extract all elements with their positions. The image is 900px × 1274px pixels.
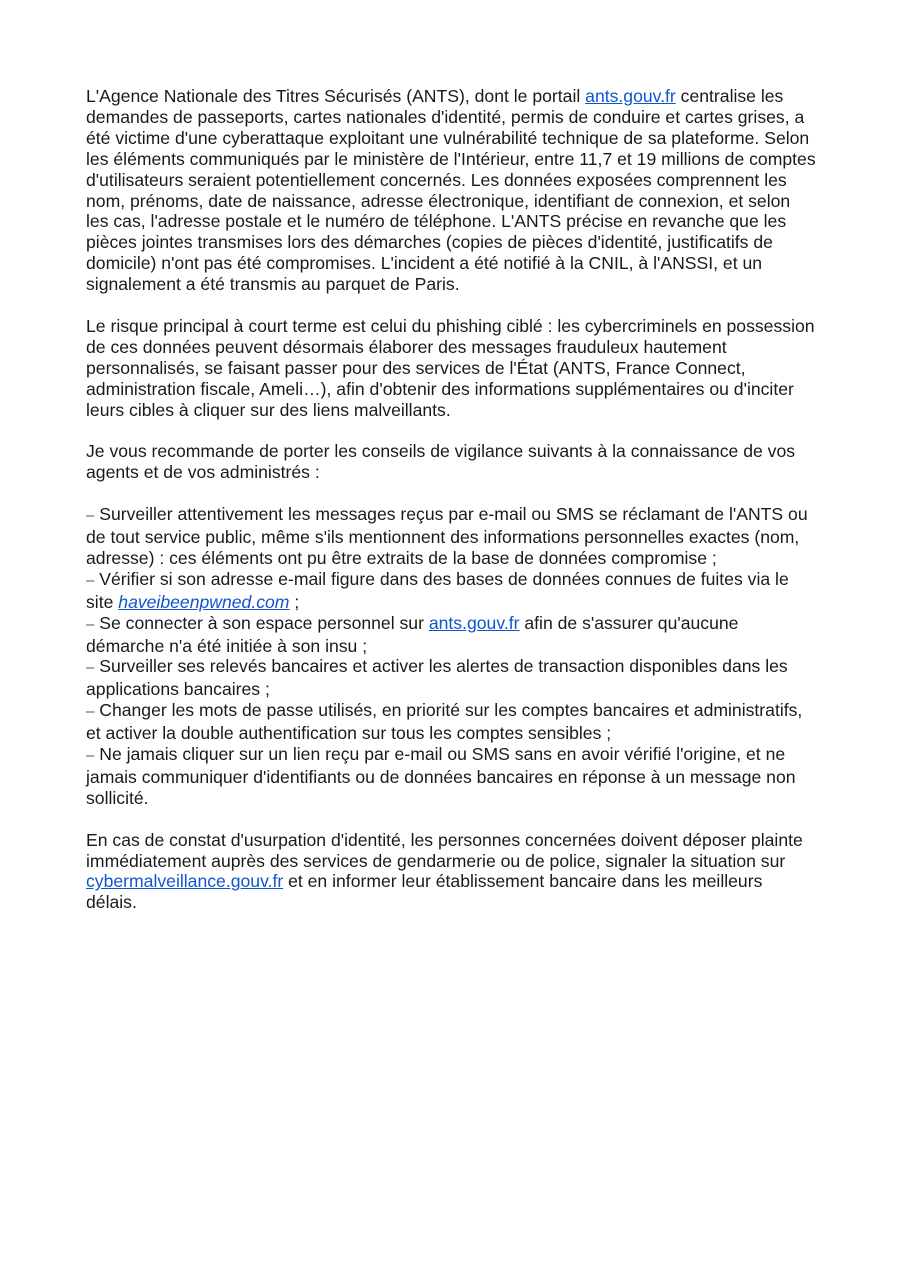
paragraph-ants-incident [86,86,816,295]
cybermalveillance-link[interactable]: cybermalveillance.gouv.fr [86,871,284,892]
document-body [86,86,816,934]
paragraph-text: En cas de constat d'usurpation d'identité, les personnes concernées doivent déposer plainte immédiatement auprès des services de gendarmerie ou de police, signaler la situation sur [86,829,803,871]
list-item-text: Changer les mots de passe utilisés, en priorité sur les comptes bancaires et administratifs, et activer la double authentification sur tous les comptes sensibles ; [86,700,803,744]
dash-marker: – [86,507,95,525]
ants-link[interactable]: ants.gouv.fr [585,86,676,106]
paragraph-text: et en informer leur établissement bancaire dans les meilleurs délais. [86,871,763,913]
list-item [86,700,816,744]
dash-marker: – [86,571,95,589]
haveibeenpwned-link[interactable]: haveibeenpwned.com [118,591,290,612]
list-item-text: afin de s'assurer qu'aucune démarche n'a été initiée à son insu ; [86,612,739,656]
list-item [86,569,816,613]
dash-marker: – [86,747,95,765]
vigilance-list [86,504,816,809]
list-item-text: Se connecter à son espace personnel sur [99,612,429,633]
list-item [86,744,816,809]
ants-link[interactable]: ants.gouv.fr [428,612,520,633]
dash-marker: – [86,615,95,633]
list-item [86,504,816,569]
list-item-text: Ne jamais cliquer sur un lien reçu par e-mail ou SMS sans en avoir vérifié l'origine, et ne jamais communiquer d'identifiants ou de données bancaires en réponse à un message non sollicité. [86,744,796,808]
list-item-text: ; [289,591,300,612]
list-item [86,656,816,700]
paragraph-phishing-risk: Le risque principal à court terme est celui du phishing ciblé : les cybercriminels en possession de ces données peuvent désormais élaborer des messages frauduleux hautement personnalisés, se faisant passer pour des services de l'État (ANTS, France Connect, administration fiscale, Ameli…), afin d'obtenir des informations supplémentaires ou d'inciter leurs cibles à cliquer sur des liens malveillants. [86,315,815,420]
paragraph-text: L'Agence Nationale des Titres Sécurisés (ANTS), dont le portail [86,86,586,106]
list-item-text: Vérifier si son adresse e-mail figure dans des bases de données connues de fuites via le site [86,568,789,612]
list-item-text: Surveiller ses relevés bancaires et activer les alertes de transaction disponibles dans les applications bancaires ; [86,656,788,700]
list-item-text: Surveiller attentivement les messages reçus par e-mail ou SMS se réclamant de l'ANTS ou de tout service public, même s'ils mentionnent des informations personnelles exactes (nom, adresse) : ces éléments ont pu être extraits de la base de données compromise ; [86,504,808,568]
list-item [86,613,816,657]
dash-marker: – [86,703,95,721]
paragraph-recommendation-intro: Je vous recommande de porter les conseils de vigilance suivants à la connaissance de vos agents et de vos administrés : [86,441,796,483]
dash-marker: – [86,659,95,677]
paragraph-identity-theft [86,830,816,914]
paragraph-text: centralise les demandes de passeports, cartes nationales d'identité, permis de conduire et cartes grises, a été victime d'une cyberattaque exploitant une vulnérabilité technique de sa plateforme. Selon les éléments communiqués par le ministère de l'Intérieur, entre 11,7 et 19 millions de comptes d'utilisateurs seraient potentiellement concernés. Les données exposées comprennent les nom, prénoms, date de naissance, adresse électronique, identifiant de connexion, et selon les cas, l'adresse postale et le numéro de téléphone. L'ANTS précise en revanche que les pièces jointes transmises lors des démarches (copies de pièces d'identité, justificatifs de domicile) n'ont pas été compromises. L'incident a été notifié à la CNIL, à l'ANSSI, et un signalement a été transmis au parquet de Paris. [86,86,816,295]
